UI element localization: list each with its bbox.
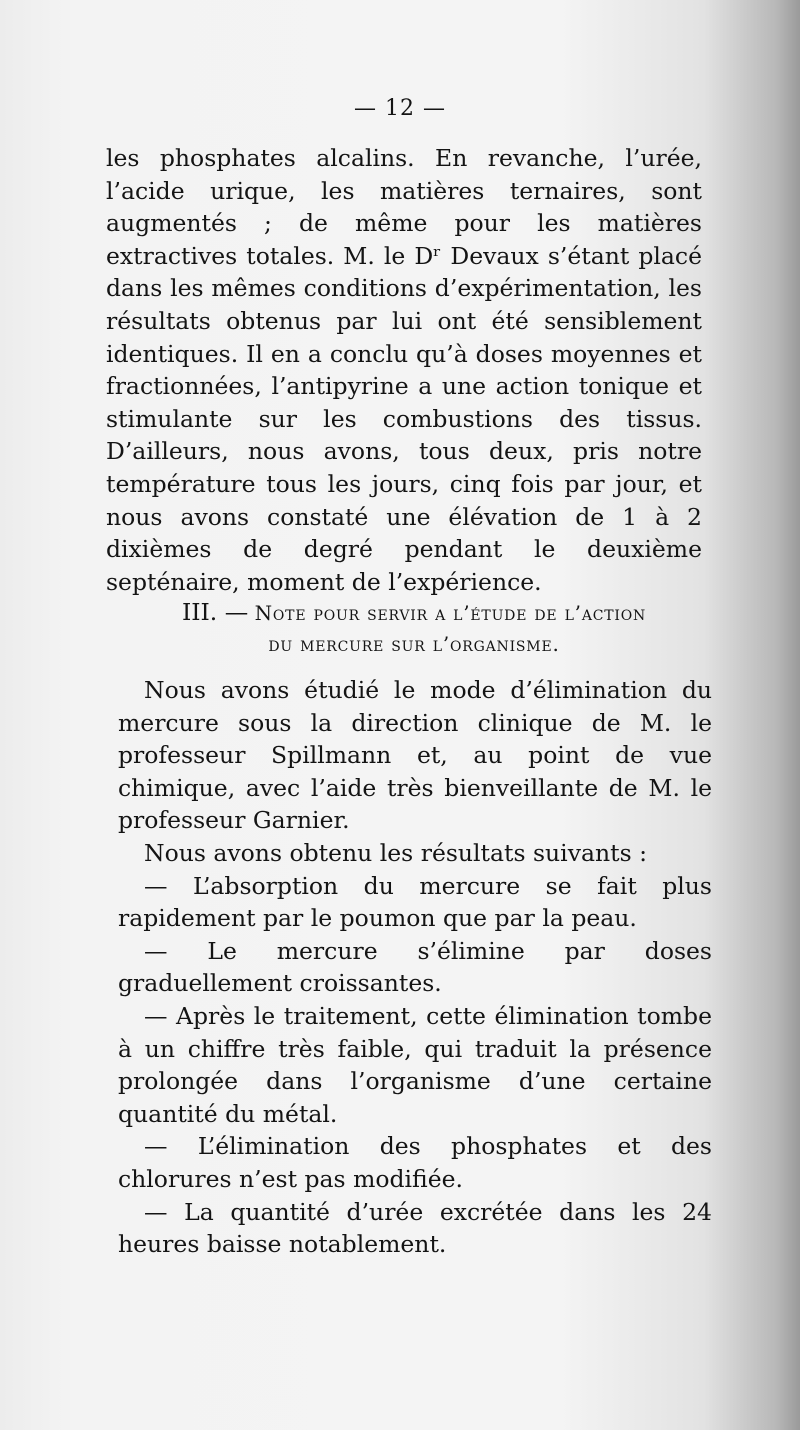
paragraph-antipyrine: les phosphates alcalins. En revanche, l’urée, l’acide urique, les matières ternaires, sont augmentés ; de même pour les matières extractives totales. M. le Dʳ Devaux s’étant placé dans les mêmes conditions d’expérimentation, les résultats obtenus par lui ont été sensiblement identiques. Il en a conclu qu’à doses moyennes et fractionnées, l’antipyrine a une action tonique et stimulante sur les combustions des tissus. D’ailleurs, nous avons, tous deux, pris notre température tous les jours, cinq fois par jour, et nous avons constaté une élévation de 1 à 2 dixièmes de degré pendant le deuxième septénaire, moment de l’expérience.: [106, 144, 702, 596]
section-heading-line-1: [124, 597, 704, 629]
section-heading: [124, 597, 704, 660]
paragraph-result-elimination: — Le mercure s’élimine par doses graduellement croissantes.: [118, 936, 712, 998]
body-text-mercury: [118, 674, 712, 1261]
paragraph-result-absorption: — L’absorption du mercure se fait plus rapidement par le poumon que par la peau.: [118, 871, 712, 933]
paragraph-result-uree: — La quantité d’urée excrétée dans les 24 heures baisse notablement.: [118, 1197, 712, 1259]
paragraph-result-phosphates: — L’élimination des phosphates et des chlorures n’est pas modifiée.: [118, 1132, 712, 1193]
section-title-line-1: Note pour servir a l’étude de l’action: [254, 601, 647, 625]
section-title-line-2: du mercure sur l’organisme.: [268, 632, 560, 656]
paragraph-result-after-treatment: — Après le traitement, cette élimination tombe à un chiffre très faible, qui traduit la présence prolongée dans l’organisme d’une certaine quantité du métal.: [118, 1001, 712, 1128]
page-number: — 12 —: [354, 96, 446, 121]
section-numeral: III. —: [181, 598, 249, 626]
paragraph-method: Nous avons étudié le mode d’élimination du mercure sous la direction clinique de M. le professeur Spillmann et, au point de vue chimique, avec l’aide très bienveillante de M. le professeur Garnier.: [118, 676, 712, 835]
paragraph-results-intro: Nous avons obtenu les résultats suivants :: [144, 838, 648, 867]
body-text-top: [106, 142, 702, 598]
